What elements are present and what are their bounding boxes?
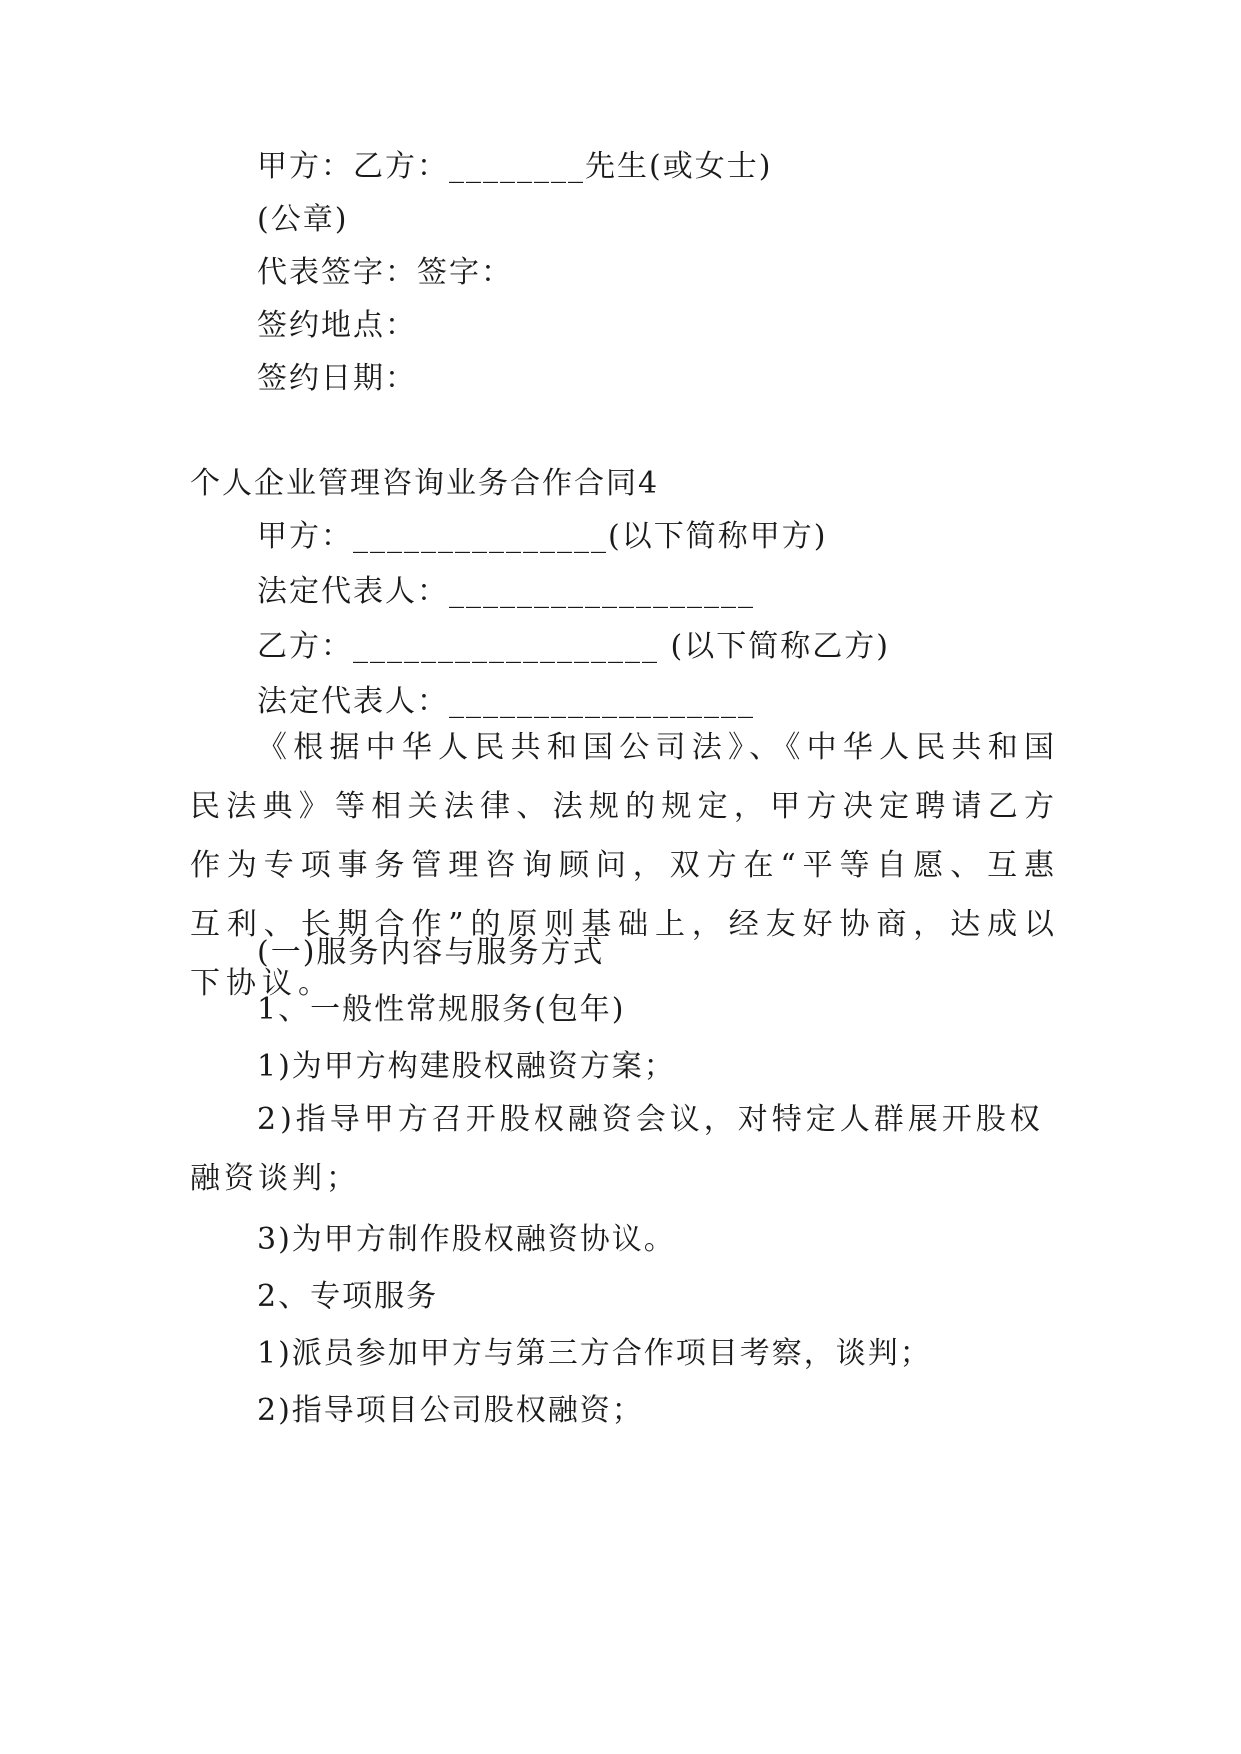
party-b-line: 乙方：__________________ (以下简称乙方): [257, 629, 890, 664]
item-1-title: 1、一般性常规服务(包年): [257, 992, 626, 1027]
item-2-2: 2)指导项目公司股权融资；: [257, 1393, 644, 1428]
representative-signature-label: 代表签字：签字：: [257, 255, 513, 290]
item-1-3: 3)为甲方制作股权融资协议。: [257, 1222, 676, 1257]
preamble-paragraph: 《根据中华人民共和国公司法》、《中华人民共和国民法典》等相关法律、法规的规定，甲方决定聘请乙方作为专项事务管理咨询顾问，双方在“平等自愿、互惠互利、长期合作”的原则基础上，经友好协商，达成以下协议。: [190, 730, 1060, 1001]
item-2-title: 2、专项服务: [257, 1279, 439, 1314]
item-1-2: 2)指导甲方召开股权融资会议，对特定人群展开股权融资谈判；: [190, 1102, 1044, 1196]
party-a-representative: 法定代表人：__________________: [257, 574, 755, 609]
party-b-representative: 法定代表人：__________________: [257, 684, 755, 719]
item-2-1: 1)派员参加甲方与第三方合作项目考察，谈判；: [257, 1336, 932, 1371]
signing-date-label: 签约日期：: [257, 361, 417, 396]
party-a-line: 甲方：_______________(以下简称甲方): [257, 519, 828, 554]
seal-label: (公章): [257, 202, 349, 237]
signing-place-label: 签约地点：: [257, 308, 417, 343]
section-1-title: (一)服务内容与服务方式: [257, 935, 605, 970]
signature-party-line: 甲方：乙方：________先生(或女士): [257, 149, 773, 184]
contract-title: 个人企业管理咨询业务合作合同4: [190, 466, 660, 501]
item-1-1: 1)为甲方构建股权融资方案；: [257, 1049, 676, 1084]
